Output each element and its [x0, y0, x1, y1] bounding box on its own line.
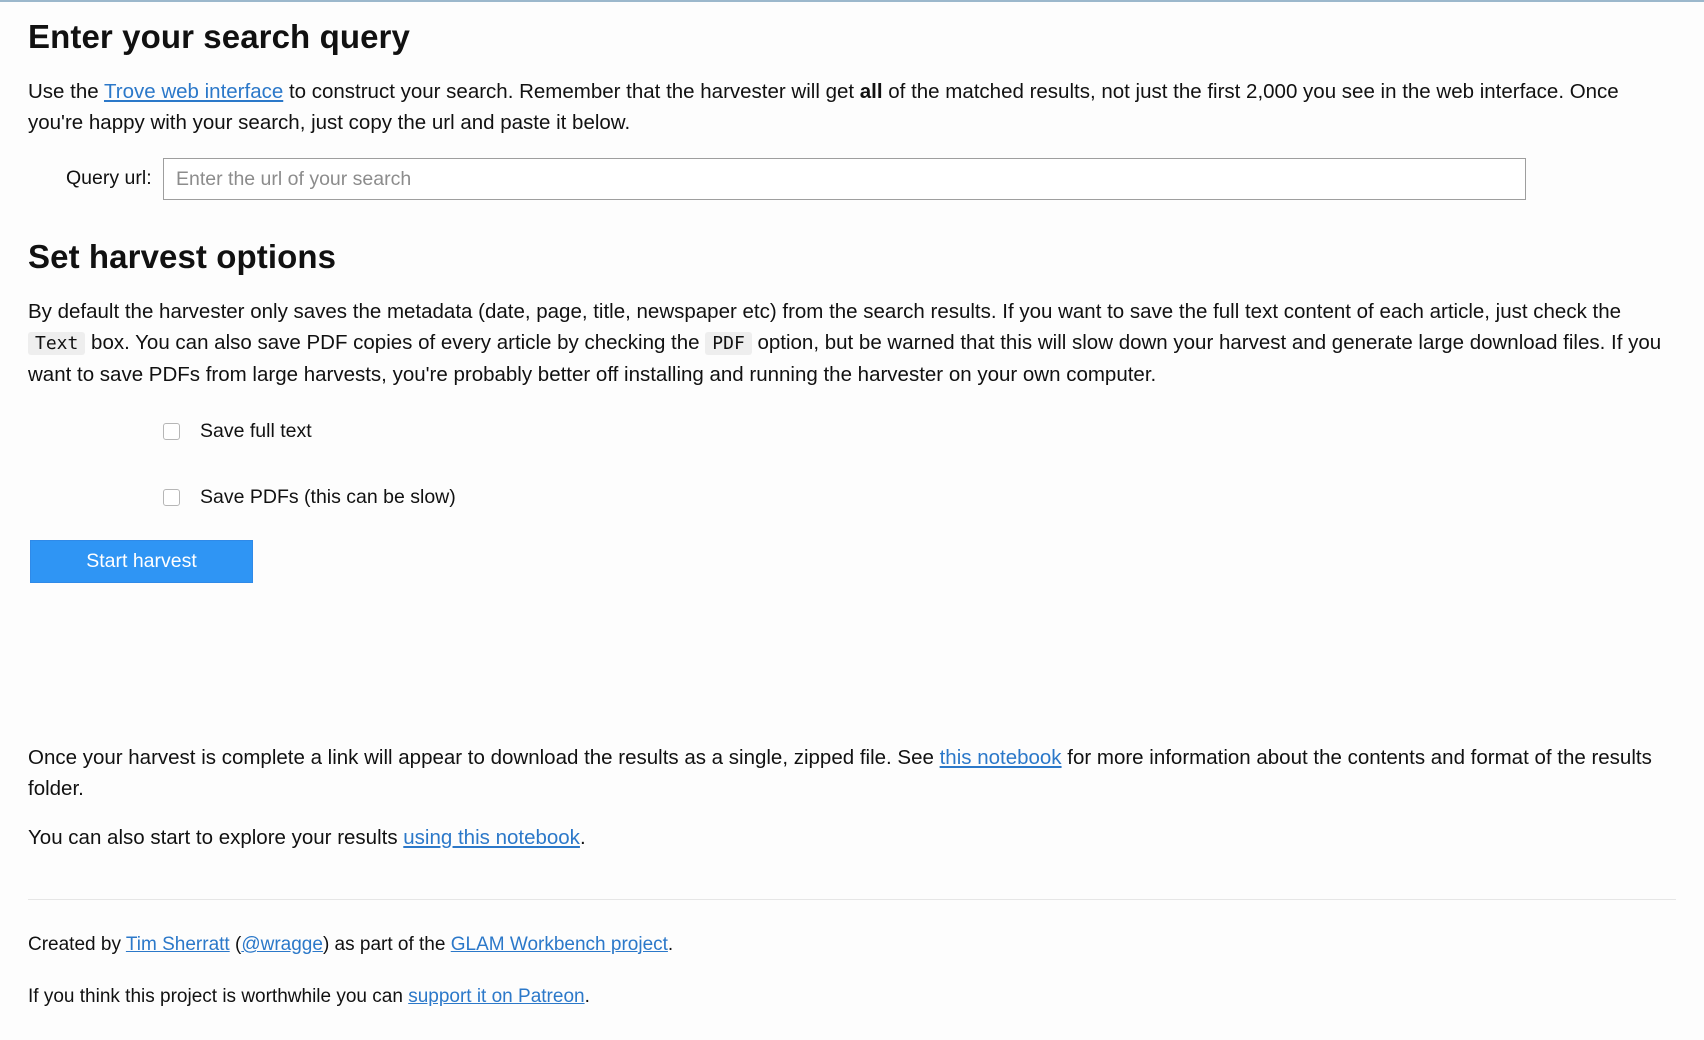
glam-workbench-link[interactable]: GLAM Workbench project: [450, 934, 668, 955]
harvest-complete-text-2: for more information about the contents and format of the results folder.: [28, 746, 1652, 800]
search-instructions-bold: all: [859, 80, 883, 103]
paren-open-text: (: [229, 934, 242, 955]
save-pdfs-checkbox[interactable]: [163, 489, 180, 506]
support-text: If you think this project is worthwhile you can: [28, 986, 409, 1007]
as-part-of-text: ) as part of the: [322, 934, 451, 955]
author-link[interactable]: Tim Sherratt: [125, 934, 230, 955]
harvest-options-text-1: By default the harvester only saves the metadata (date, page, title, newspaper etc) from the search results. If you want to save the full text content of each article, just check the: [28, 300, 1622, 323]
harvest-options-heading: Set harvest options: [28, 238, 337, 275]
pdf-option-code: PDF: [705, 332, 752, 355]
explore-results-period: .: [579, 826, 586, 849]
harvest-options-description: [28, 296, 1676, 390]
credits-period: .: [667, 934, 674, 955]
harvest-options-text-2: box. You can also save PDF copies of every article by checking the: [85, 331, 706, 354]
save-full-text-option[interactable]: [163, 418, 312, 444]
explore-results-note: [28, 822, 586, 853]
patreon-link[interactable]: support it on Patreon: [408, 986, 585, 1007]
search-instructions-start: Use the: [28, 80, 104, 103]
harvest-options-text-3: option, but be warned that this will slow down your harvest and generate large download files. If you want to save PDFs from large harvests, you're probably better off installing and running the harvester on your own computer.: [28, 331, 1662, 386]
save-full-text-checkbox[interactable]: [163, 423, 180, 440]
query-url-row: [28, 158, 1676, 200]
text-option-code: Text: [28, 332, 85, 355]
save-full-text-label: Save full text: [200, 419, 312, 442]
footer-divider: [28, 899, 1676, 900]
using-this-notebook-link[interactable]: using this notebook: [403, 826, 580, 849]
search-heading: Enter your search query: [28, 18, 410, 55]
search-instructions-end: of the matched results, not just the first 2,000 you see in the web interface. Once you're happy with your search, just copy the url and paste it below.: [28, 80, 1619, 134]
top-border: [0, 0, 1704, 2]
explore-results-text: You can also start to explore your results: [28, 826, 404, 849]
search-instructions: [28, 76, 1676, 138]
query-url-label: Query url:: [66, 167, 152, 189]
harvest-complete-note: [28, 742, 1676, 804]
this-notebook-link[interactable]: this notebook: [939, 746, 1062, 769]
harvest-complete-text-1: Once your harvest is complete a link will appear to download the results as a single, zipped file. See: [28, 746, 940, 769]
support-period: .: [584, 986, 590, 1007]
twitter-handle-link[interactable]: @wragge: [241, 934, 323, 955]
trove-web-interface-link[interactable]: Trove web interface: [103, 80, 284, 103]
save-pdfs-option[interactable]: [163, 484, 456, 510]
created-by-text: Created by: [28, 934, 126, 955]
save-pdfs-label: Save PDFs (this can be slow): [200, 485, 456, 508]
search-instructions-middle: to construct your search. Remember that the harvester will get: [283, 80, 860, 103]
credits-line: [28, 931, 673, 959]
support-line: [28, 983, 590, 1011]
query-url-input[interactable]: [163, 158, 1526, 200]
start-harvest-button[interactable]: Start harvest: [30, 540, 253, 583]
